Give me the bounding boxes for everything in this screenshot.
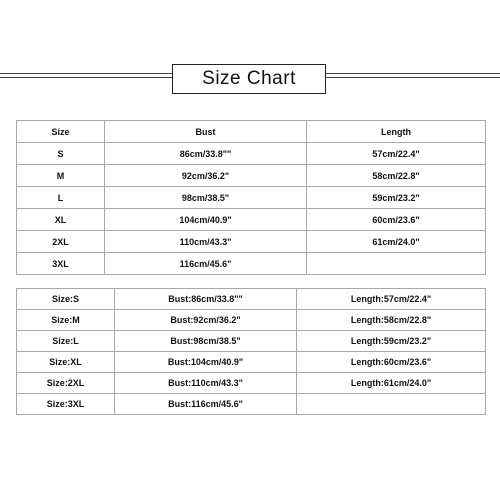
size-cell: M	[17, 165, 105, 187]
bust-cell: Bust:110cm/43.3"	[115, 373, 297, 394]
length-cell: Length:60cm/23.6"	[297, 352, 486, 373]
table-row	[17, 289, 486, 310]
size-cell: 2XL	[17, 231, 105, 253]
header-length: Length	[307, 121, 486, 143]
table-row	[17, 187, 486, 209]
size-cell: Size:3XL	[17, 394, 115, 415]
table-row	[17, 253, 486, 275]
bust-cell: 110cm/43.3"	[105, 231, 307, 253]
size-cell: Size:L	[17, 331, 115, 352]
size-cell: Size:XL	[17, 352, 115, 373]
table-row	[17, 331, 486, 352]
bust-cell: Bust:116cm/45.6"	[115, 394, 297, 415]
size-table-simple	[16, 120, 486, 275]
bust-cell: 92cm/36.2"	[105, 165, 307, 187]
length-cell: 59cm/23.2"	[307, 187, 486, 209]
length-cell	[307, 253, 486, 275]
table-row	[17, 310, 486, 331]
size-cell: Size:S	[17, 289, 115, 310]
table-row	[17, 143, 486, 165]
table-row	[17, 394, 486, 415]
table-row	[17, 209, 486, 231]
table-header-row	[17, 121, 486, 143]
bust-cell: Bust:104cm/40.9"	[115, 352, 297, 373]
bust-cell: Bust:98cm/38.5"	[115, 331, 297, 352]
table-row	[17, 165, 486, 187]
bust-cell: 116cm/45.6"	[105, 253, 307, 275]
size-cell: Size:2XL	[17, 373, 115, 394]
size-cell: 3XL	[17, 253, 105, 275]
size-cell: L	[17, 187, 105, 209]
size-cell: XL	[17, 209, 105, 231]
size-table-labeled	[16, 288, 486, 415]
bust-cell: Bust:86cm/33.8""	[115, 289, 297, 310]
bust-cell: 86cm/33.8""	[105, 143, 307, 165]
length-cell: 60cm/23.6"	[307, 209, 486, 231]
length-cell: 61cm/24.0"	[307, 231, 486, 253]
length-cell	[297, 394, 486, 415]
table-row	[17, 231, 486, 253]
length-cell: Length:57cm/22.4"	[297, 289, 486, 310]
bust-cell: 104cm/40.9"	[105, 209, 307, 231]
table-row	[17, 352, 486, 373]
page-title: Size Chart	[172, 64, 326, 94]
size-cell: Size:M	[17, 310, 115, 331]
length-cell: 57cm/22.4"	[307, 143, 486, 165]
length-cell: Length:61cm/24.0"	[297, 373, 486, 394]
length-cell: 58cm/22.8"	[307, 165, 486, 187]
size-cell: S	[17, 143, 105, 165]
length-cell: Length:58cm/22.8"	[297, 310, 486, 331]
header-bust: Bust	[105, 121, 307, 143]
bust-cell: Bust:92cm/36.2"	[115, 310, 297, 331]
length-cell: Length:59cm/23.2"	[297, 331, 486, 352]
bust-cell: 98cm/38.5"	[105, 187, 307, 209]
header-size: Size	[17, 121, 105, 143]
table-row	[17, 373, 486, 394]
